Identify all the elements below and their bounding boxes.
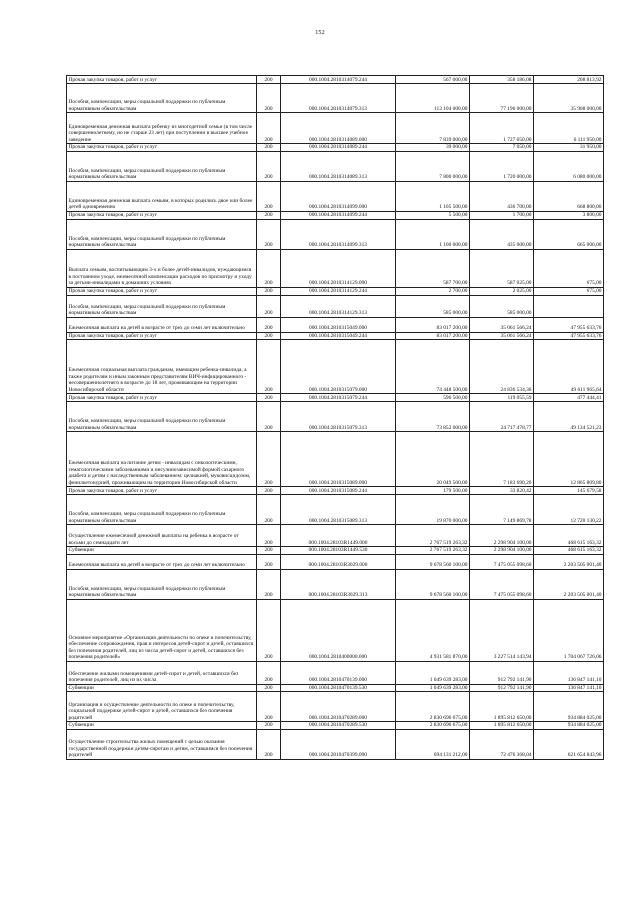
row-name: Прочая закупка товаров, работ и услуг <box>67 487 257 495</box>
row-executed: 7 475 055 098,60 <box>470 569 534 599</box>
table-row <box>67 219 604 249</box>
row-unexecuted: 934 884 025,00 <box>534 722 604 730</box>
row-budget-code: 000.1004.28103R1449.000 <box>281 525 396 547</box>
row-approved: 7 839 000,00 <box>396 113 470 144</box>
row-approved: 1 100 000,00 <box>396 219 470 249</box>
row-unexecuted: 675,00 <box>534 249 604 287</box>
row-approved: 39 000,00 <box>396 144 470 152</box>
row-budget-code: 000.1004.2810314099.313 <box>281 219 396 249</box>
row-code: 200 <box>257 181 281 211</box>
row-unexecuted: 49 134 521,23 <box>534 402 604 432</box>
row-executed: 3 227 514 143,94 <box>470 599 534 661</box>
row-name: Обеспечение жилыми помещениями детей-сирот и детей, оставшихся без попечения родителей, лиц из их числа <box>67 661 257 684</box>
table-row <box>67 487 604 495</box>
row-executed: 1 895 812 650,00 <box>470 722 534 730</box>
row-name: Ежемесячная социальная выплата гражданам, имеющим ребенка-инвалида, а также родителям и иным законным представителям ВИЧ-инфицированного - несовершеннолетнего в возрасте до 18 лет, проживающим на территории Новосибирской области <box>67 340 257 394</box>
row-budget-code: 000.1004.2810470289.530 <box>281 722 396 730</box>
row-code: 200 <box>257 317 281 332</box>
row-executed: 1 727 050,00 <box>470 113 534 144</box>
table-row <box>67 151 604 181</box>
row-unexecuted: 2 203 505 001,40 <box>534 569 604 599</box>
row-unexecuted: 136 847 141,10 <box>534 661 604 684</box>
row-approved: 596 500,00 <box>396 394 470 402</box>
table-row <box>67 211 604 219</box>
row-unexecuted: 621 654 843,96 <box>534 729 604 759</box>
row-budget-code: 000.1004.2810314099.244 <box>281 211 396 219</box>
row-budget-code: 000.1004.2810315089.000 <box>281 432 396 487</box>
row-unexecuted <box>534 295 604 317</box>
row-executed: 436 700,00 <box>470 181 534 211</box>
row-name: Пособия, компенсации, меры социальной поддержки по публичным нормативным обязательствам <box>67 402 257 432</box>
row-executed: 435 000,00 <box>470 219 534 249</box>
row-executed: 7 475 055 098,60 <box>470 554 534 569</box>
row-budget-code: 000.1004.28103R3029.000 <box>281 554 396 569</box>
row-budget-code: 000.1004.2810315089.313 <box>281 495 396 525</box>
table-row <box>67 692 604 722</box>
row-approved: 694 131 212,00 <box>396 729 470 759</box>
table-row <box>67 317 604 332</box>
table-row <box>67 684 604 692</box>
row-executed: 119 055,59 <box>470 394 534 402</box>
row-budget-code: 000.1004.28103R3029.313 <box>281 569 396 599</box>
row-budget-code: 000.1004.2810315079.000 <box>281 340 396 394</box>
table-row <box>67 295 604 317</box>
row-unexecuted: 2 203 505 001,40 <box>534 554 604 569</box>
table-row <box>67 554 604 569</box>
row-budget-code: 000.1004.2810470289.000 <box>281 692 396 722</box>
row-approved: 1 105 500,00 <box>396 181 470 211</box>
row-name: Прочая закупка товаров, работ и услуг <box>67 76 257 84</box>
row-name: Прочая закупка товаров, работ и услуг <box>67 211 257 219</box>
row-executed: 1 700,00 <box>470 211 534 219</box>
row-name: Выплата семьям, воспитывающим 3-х и более детей-инвалидов, нуждающимся в постоянном уходе, ежемесячной компенсации расходов по присмотру и уходу за детьми-инвалидами в домашних условиях <box>67 249 257 287</box>
row-approved: 2 700,00 <box>396 287 470 295</box>
row-name: Прочая закупка товаров, работ и услуг <box>67 394 257 402</box>
row-executed: 7 183 690,20 <box>470 432 534 487</box>
row-approved: 1 049 639 283,00 <box>396 684 470 692</box>
row-code: 200 <box>257 692 281 722</box>
table-row <box>67 340 604 394</box>
row-name: Осуществление ежемесячной денежной выплаты на ребенка в возрасте от восьми до семнадцати лет <box>67 525 257 547</box>
row-name: Единовременная денежная выплата семьям, в которых родились двое или более детей одновременно <box>67 181 257 211</box>
table-row <box>67 113 604 144</box>
row-name: Ежемесячная выплата на детей в возрасте от трех до семи лет включительно <box>67 317 257 332</box>
row-approved: 9 678 560 100,00 <box>396 569 470 599</box>
row-name: Прочая закупка товаров, работ и услуг <box>67 287 257 295</box>
row-budget-code: 000.1004.2810470139.530 <box>281 684 396 692</box>
row-executed: 912 792 141,90 <box>470 661 534 684</box>
row-unexecuted: 668 800,00 <box>534 181 604 211</box>
row-code: 200 <box>257 113 281 144</box>
row-code: 200 <box>257 569 281 599</box>
row-code: 200 <box>257 661 281 684</box>
row-budget-code: 000.1004.2810470139.000 <box>281 661 396 684</box>
row-name: Ежемесячная выплата на детей в возрасте от трех до семи лет включительно <box>67 554 257 569</box>
row-budget-code: 000.1004.2810315079.313 <box>281 402 396 432</box>
row-approved: 585 000,00 <box>396 295 470 317</box>
row-budget-code: 000.1004.2810315089.244 <box>281 487 396 495</box>
row-budget-code: 000.1004.28103R1449.530 <box>281 547 396 555</box>
row-budget-code: 000.1004.2810400000.000 <box>281 599 396 661</box>
row-unexecuted: 47 955 633,76 <box>534 332 604 340</box>
row-unexecuted: 934 884 025,00 <box>534 692 604 722</box>
row-name: Пособия, компенсации, меры социальной поддержки по публичным нормативным обязательствам <box>67 295 257 317</box>
row-budget-code: 000.1004.2810314129.244 <box>281 287 396 295</box>
row-approved: 7 800 000,00 <box>396 151 470 181</box>
row-executed: 2 298 904 100,00 <box>470 525 534 547</box>
row-code: 200 <box>257 525 281 547</box>
row-executed: 7 149 869,78 <box>470 495 534 525</box>
row-code: 200 <box>257 432 281 487</box>
row-approved: 2 830 696 675,00 <box>396 722 470 730</box>
row-unexecuted: 47 955 633,76 <box>534 317 604 332</box>
row-name: Основное мероприятие «Организация деятельности по опеке и попечительству, обеспечение сопровождения, прав и интересов детей-сирот и детей, оставшихся без попечения родителей, лиц из числа детей-сирот и детей, оставшихся без попечения родителей» <box>67 599 257 661</box>
row-executed: 2 025,00 <box>470 287 534 295</box>
row-unexecuted: 49 611 965,64 <box>534 340 604 394</box>
row-executed: 35 061 566,24 <box>470 332 534 340</box>
budget-execution-table <box>66 75 604 760</box>
row-budget-code: 000.1004.2810314129.000 <box>281 249 396 287</box>
table-row <box>67 249 604 287</box>
row-approved: 4 931 581 870,00 <box>396 599 470 661</box>
table-row <box>67 76 604 84</box>
row-approved: 73 852 000,00 <box>396 402 470 432</box>
row-code: 200 <box>257 340 281 394</box>
row-code: 200 <box>257 211 281 219</box>
table-row <box>67 181 604 211</box>
row-approved: 2 830 696 675,00 <box>396 692 470 722</box>
row-unexecuted: 136 847 141,10 <box>534 684 604 692</box>
row-approved: 19 870 000,00 <box>396 495 470 525</box>
row-code: 200 <box>257 547 281 555</box>
row-unexecuted: 31 950,00 <box>534 144 604 152</box>
row-name: Прочая закупка товаров, работ и услуг <box>67 144 257 152</box>
row-budget-code: 000.1004.2810315079.244 <box>281 394 396 402</box>
row-executed: 912 792 141,90 <box>470 684 534 692</box>
table-row <box>67 287 604 295</box>
row-executed: 35 061 566,24 <box>470 317 534 332</box>
row-executed: 33 820,42 <box>470 487 534 495</box>
row-executed: 358 186,08 <box>470 76 534 84</box>
row-approved: 20 049 500,00 <box>396 432 470 487</box>
row-approved: 179 500,00 <box>396 487 470 495</box>
row-code: 200 <box>257 249 281 287</box>
table-row <box>67 525 604 547</box>
row-unexecuted: 6 111 950,00 <box>534 113 604 144</box>
row-approved: 1 049 639 283,00 <box>396 661 470 684</box>
row-budget-code: 000.1004.2810314079.313 <box>281 84 396 113</box>
table-row <box>67 394 604 402</box>
row-name: Ежемесячная выплата на питание детям - инвалидам с онкологическими, гематологическими заболеваниями и инсулинозависимой формой сахарного диабета и детям с наследственным заболеванием: целиакией, муковисцидозом, фенилкетонурией, проживающим на территории Новосибирской области <box>67 432 257 487</box>
page-number: 152 <box>315 30 325 36</box>
row-code: 200 <box>257 402 281 432</box>
row-budget-code: 000.1004.2810314089.000 <box>281 113 396 144</box>
row-unexecuted: 477 444,41 <box>534 394 604 402</box>
row-unexecuted: 12 720 130,22 <box>534 495 604 525</box>
table-row <box>67 84 604 113</box>
row-budget-code: 000.1004.2810314089.313 <box>281 151 396 181</box>
row-approved: 9 678 560 100,00 <box>396 554 470 569</box>
row-code: 200 <box>257 684 281 692</box>
row-executed: 585 000,00 <box>470 295 534 317</box>
row-unexecuted: 35 908 000,00 <box>534 84 604 113</box>
table-row <box>67 144 604 152</box>
row-budget-code: 000.1004.2810470399.000 <box>281 729 396 759</box>
row-unexecuted: 208 813,92 <box>534 76 604 84</box>
row-budget-code: 000.1004.2810315049.000 <box>281 317 396 332</box>
row-unexecuted: 675,00 <box>534 287 604 295</box>
table-row <box>67 402 604 432</box>
row-executed: 1 895 812 650,00 <box>470 692 534 722</box>
row-approved: 567 000,00 <box>396 76 470 84</box>
row-unexecuted: 3 800,00 <box>534 211 604 219</box>
row-budget-code: 000.1004.2810314079.244 <box>281 76 396 84</box>
table-row <box>67 599 604 661</box>
row-unexecuted: 468 615 163,32 <box>534 547 604 555</box>
row-executed: 24 717 478,77 <box>470 402 534 432</box>
row-budget-code: 000.1004.2810314089.244 <box>281 144 396 152</box>
row-approved: 5 500,00 <box>396 211 470 219</box>
row-executed: 7 050,00 <box>470 144 534 152</box>
row-budget-code: 000.1004.2810314129.313 <box>281 295 396 317</box>
row-unexecuted: 145 679,58 <box>534 487 604 495</box>
row-code: 200 <box>257 144 281 152</box>
row-name: Организация и осуществление деятельности по опеке и попечительству, социальной поддержке детей-сирот и детей, оставшихся без попечения родителей <box>67 692 257 722</box>
table-row <box>67 332 604 340</box>
row-code: 200 <box>257 219 281 249</box>
row-name: Прочая закупка товаров, работ и услуг <box>67 332 257 340</box>
row-budget-code: 000.1004.2810315049.244 <box>281 332 396 340</box>
row-name: Пособия, компенсации, меры социальной поддержки по публичным нормативным обязательствам <box>67 219 257 249</box>
row-code: 200 <box>257 151 281 181</box>
row-executed: 1 720 000,00 <box>470 151 534 181</box>
table-row <box>67 495 604 525</box>
row-name: Пособия, компенсации, меры социальной поддержки по публичным нормативным обязательствам <box>67 84 257 113</box>
row-unexecuted: 468 615 163,32 <box>534 525 604 547</box>
row-unexecuted: 665 000,00 <box>534 219 604 249</box>
row-approved: 74 448 500,00 <box>396 340 470 394</box>
row-code: 200 <box>257 722 281 730</box>
row-approved: 113 104 000,00 <box>396 84 470 113</box>
row-code: 200 <box>257 599 281 661</box>
row-name: Осуществление строительства жилых помещений с целью оказания государственной поддержки детям-сиротам и детям, оставшимся без попечения родителей <box>67 729 257 759</box>
row-name: Пособия, компенсации, меры социальной поддержки по публичным нормативным обязательствам <box>67 495 257 525</box>
table-row <box>67 661 604 684</box>
row-approved: 587 700,00 <box>396 249 470 287</box>
row-approved: 2 767 519 263,32 <box>396 525 470 547</box>
row-executed: 77 196 000,00 <box>470 84 534 113</box>
row-executed: 72 476 368,04 <box>470 729 534 759</box>
row-code: 200 <box>257 84 281 113</box>
row-code: 200 <box>257 495 281 525</box>
row-name: Единовременная денежная выплата ребенку из многодетной семьи (в том числе совершеннолетнему, но не старше 23 лет) при поступлении в высшее учебное заведение <box>67 113 257 144</box>
row-executed: 24 836 534,36 <box>470 340 534 394</box>
row-code: 200 <box>257 287 281 295</box>
row-code: 200 <box>257 729 281 759</box>
row-code: 200 <box>257 487 281 495</box>
row-name: Субвенции <box>67 547 257 555</box>
row-approved: 83 017 200,00 <box>396 317 470 332</box>
row-executed: 587 025,00 <box>470 249 534 287</box>
row-name: Субвенции <box>67 722 257 730</box>
row-unexecuted: 12 865 809,80 <box>534 432 604 487</box>
row-name: Субвенции <box>67 684 257 692</box>
row-code: 200 <box>257 76 281 84</box>
row-code: 200 <box>257 394 281 402</box>
table-row <box>67 722 604 730</box>
row-code: 200 <box>257 295 281 317</box>
row-budget-code: 000.1004.2810314099.000 <box>281 181 396 211</box>
row-executed: 2 298 904 100,00 <box>470 547 534 555</box>
table-row <box>67 569 604 599</box>
row-code: 200 <box>257 554 281 569</box>
row-unexecuted: 6 080 000,00 <box>534 151 604 181</box>
row-unexecuted: 1 704 067 726,06 <box>534 599 604 661</box>
row-name: Пособия, компенсации, меры социальной поддержки по публичным нормативным обязательствам <box>67 151 257 181</box>
row-code: 200 <box>257 332 281 340</box>
row-approved: 83 017 200,00 <box>396 332 470 340</box>
table-row <box>67 729 604 759</box>
table-row <box>67 432 604 487</box>
row-approved: 2 767 519 263,32 <box>396 547 470 555</box>
row-name: Пособия, компенсации, меры социальной поддержки по публичным нормативным обязательствам <box>67 569 257 599</box>
table-row <box>67 547 604 555</box>
